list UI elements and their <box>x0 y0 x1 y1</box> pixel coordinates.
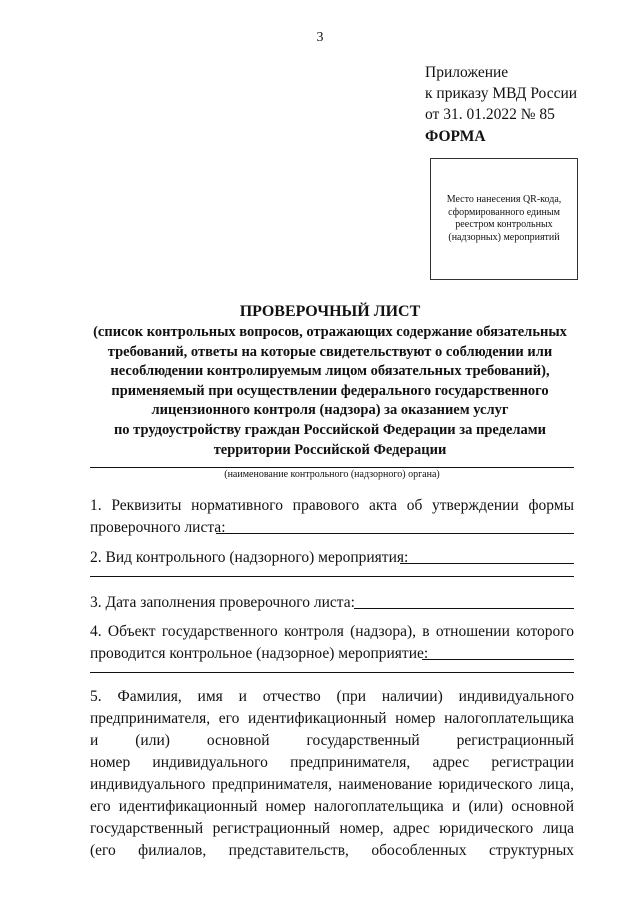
subtitle-line-4: применяемый при осуществлении федерального государственного <box>111 382 549 399</box>
appendix-reference <box>425 62 577 125</box>
appendix-line-1: Приложение <box>425 64 509 81</box>
item-2-field-continuation[interactable] <box>90 576 574 577</box>
item-5-line-7: государственный регистрационный номер, адрес юридического лица <box>90 820 574 837</box>
qr-code-placeholder <box>430 158 578 280</box>
item-2-field[interactable] <box>400 563 574 564</box>
item-5-line-5: индивидуального предпринимателя, наименование юридического лица, <box>90 776 574 793</box>
subtitle-line-2: требований, ответы на которые свидетельствуют о соблюдении или <box>107 343 553 360</box>
item-5-line-1: 5. Фамилия, имя и отчество (при наличии) индивидуального <box>90 688 574 705</box>
form-label: ФОРМА <box>425 128 486 145</box>
authority-caption: (наименование контрольного (надзорного) органа) <box>224 469 440 480</box>
item-3-label: 3. Дата заполнения проверочного листа: <box>90 594 355 611</box>
item-4-field-continuation[interactable] <box>90 672 574 673</box>
item-4-line-1: 4. Объект государственного контроля (надзора), в отношении которого <box>90 623 574 640</box>
subtitle-line-3: несоблюдении контролируемым лицом обязательных требований), <box>110 363 550 380</box>
page-number: 3 <box>316 30 324 45</box>
item-1-line-2: проверочного листа: <box>90 519 226 536</box>
document-title-block <box>80 301 580 460</box>
item-1-line-1: 1. Реквизиты нормативного правового акта об утверждении формы <box>90 497 574 514</box>
item-2-label: 2. Вид контрольного (надзорного) мероприятия: <box>90 549 409 566</box>
item-5-paragraph <box>90 686 574 862</box>
subtitle-line-6: по трудоустройству граждан Российской Федерации за пределами <box>113 421 547 438</box>
item-1-field[interactable] <box>216 533 574 534</box>
item-5-line-6: его идентификационный номер налогоплательщика и (или) основной <box>90 798 574 815</box>
item-4-field[interactable] <box>422 659 574 660</box>
qr-placeholder-text: Место нанесения QR-кода, сформированного единым реестром контрольных (надзорных) мероприятий <box>446 194 562 243</box>
subtitle-line-1: (список контрольных вопросов, отражающих содержание обязательных <box>93 324 567 340</box>
item-5-line-8: (его филиалов, представительств, обособленных структурных <box>90 842 574 859</box>
item-5-line-2: предпринимателя, его идентификационный номер налогоплательщика <box>90 710 574 727</box>
item-5-line-3: и (или) основной государственный регистрационный <box>90 732 574 749</box>
subtitle-line-7: территории Российской Федерации <box>213 441 447 458</box>
subtitle-line-5: лицензионного контроля (надзора) за оказанием услуг <box>151 402 509 419</box>
appendix-line-2: к приказу МВД России <box>425 85 578 102</box>
appendix-line-3: от 31. 01.2022 № 85 <box>425 106 555 123</box>
item-5-line-4: номер индивидуального предпринимателя, адрес регистрации <box>90 754 574 771</box>
authority-name-field[interactable] <box>90 467 574 468</box>
item-3-field[interactable] <box>354 608 574 609</box>
document-title: ПРОВЕРОЧНЫЙ ЛИСТ <box>239 303 421 320</box>
item-4-line-2: проводится контрольное (надзорное) мероприятие: <box>90 645 429 662</box>
